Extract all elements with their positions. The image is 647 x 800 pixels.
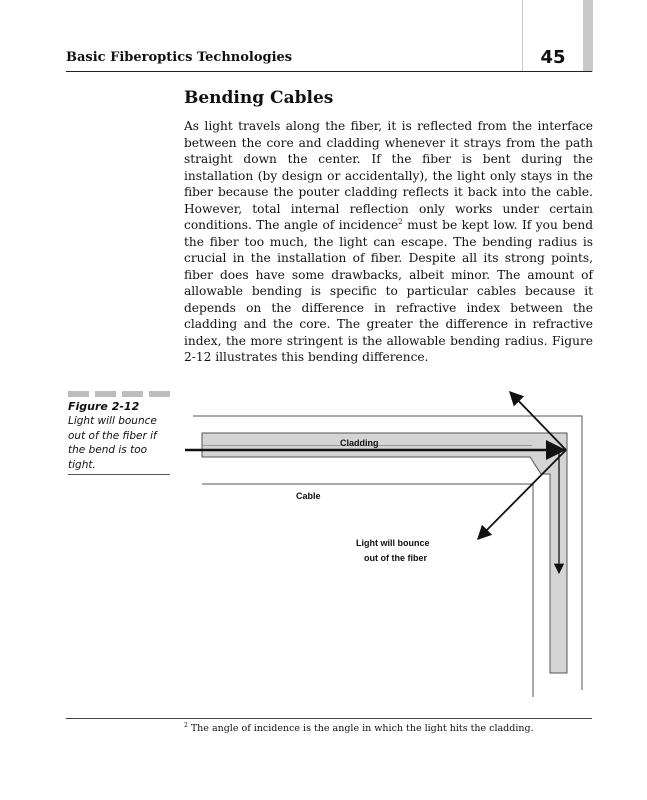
footnote-marker: 2 bbox=[184, 722, 188, 729]
footnote bbox=[184, 722, 534, 734]
figure-caption: Light will bounce out of the fiber if the bend is too tight. bbox=[68, 415, 157, 471]
cable-inner-outline bbox=[202, 484, 533, 697]
footnote-rule bbox=[66, 718, 592, 719]
footnote-reference[interactable]: 2 bbox=[398, 217, 403, 226]
bounce-label-line1: Light will bounce bbox=[356, 538, 430, 548]
cladding-label: Cladding bbox=[340, 438, 379, 448]
running-header-title: Basic Fiberoptics Technologies bbox=[66, 50, 293, 65]
page-number: 45 bbox=[540, 47, 566, 68]
bounce-label-line2: out of the fiber bbox=[364, 553, 427, 563]
section-heading: Bending Cables bbox=[184, 88, 334, 108]
footnote-text: The angle of incidence is the angle in which the light hits the cladding. bbox=[187, 723, 534, 735]
paragraph-part-2: must be kept low. If you bend the fiber too much, the light can escape. The bending radius is crucial in the installation of fiber. Despite all its strong points, fiber does have some drawbacks, albeit minor. The amount of allowable bending is specific to particular cables because it depends on the difference in refractive index between the cladding and the core. The greater the difference in refractive index, the more stringent is the allowable bending radius. Figure 2-12 illustrates this bending difference. bbox=[184, 218, 593, 364]
cable-label: Cable bbox=[296, 491, 321, 501]
figure-label: Figure 2-12 bbox=[68, 400, 140, 413]
paragraph-part-1: As light travels along the fiber, it is reflected from the interface between the core and cladding whenever it strays from the path straight down the center. If the fiber is bent during the installation (by design or accidentally), the light only stays in the fiber because the pouter cladding reflects it back into the cable. However, total internal reflection only works under certain conditions. The angle of incidence bbox=[184, 119, 593, 232]
